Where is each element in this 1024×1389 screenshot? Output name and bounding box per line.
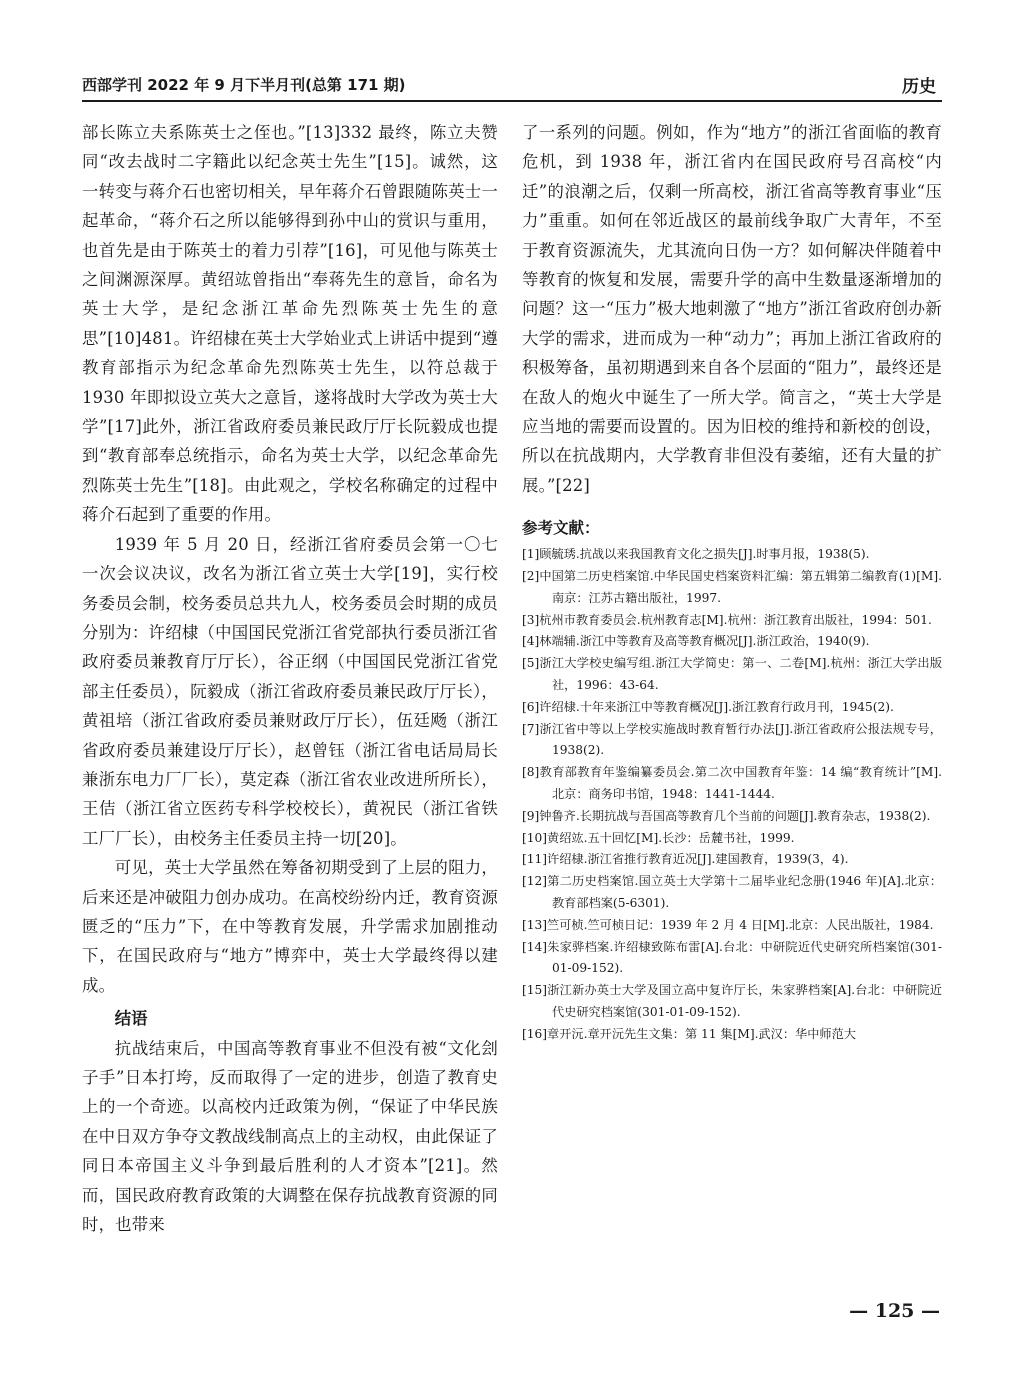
reference-item: [5]浙江大学校史编写组.浙江大学简史：第一、二卷[M].杭州：浙江大学出版社，1996：43-64. — [522, 656, 942, 693]
section-name: 历史 — [902, 77, 936, 97]
reference-list — [522, 544, 942, 1045]
reference-item: [1]顾毓琇.抗战以来我国教育文化之损失[J].时事月报，1938(5). — [522, 547, 870, 562]
reference-item: [16]章开沅.章开沅先生文集：第 11 集[M].武汉：华中师范大 — [522, 1026, 856, 1041]
reference-item: [4]林端辅.浙江中等教育及高等教育概况[J].浙江政治，1940(9). — [522, 634, 870, 649]
journal-title: 西部学刊 2022 年 9 月下半月刊(总第 171 期) — [82, 76, 406, 94]
reference-item: [11]许绍棣.浙江省推行教育近况[J].建国教育，1939(3，4). — [522, 852, 849, 867]
reference-item: [9]钟鲁齐.长期抗战与吾国高等教育几个当前的问题[J].教育杂志，1938(2). — [522, 808, 931, 823]
reference-item: [7]浙江省中等以上学校实施战时教育暂行办法[J].浙江省政府公报法规专号，1938(2). — [522, 721, 942, 758]
reference-item: [14]朱家骅档案.许绍棣致陈布雷[A].台北：中研院近代史研究所档案馆(301-01-09-152). — [522, 939, 942, 976]
body-paragraph: 部长陈立夫系陈英士之侄也。”[13]332 最终，陈立夫赞同“改去战时二字籍此以纪念英士先生”[15]。诚然，这一转变与蒋介石也密切相关，早年蒋介石曾跟随陈英士一起革命，“蒋介石之所以能够得到孙中山的赏识与重用，也首先是由于陈英士的着力引荐”[16]，可见他与陈英士之间渊源深厚。黄绍竑曾指出“奉蒋先生的意旨，命名为英士大学，是纪念浙江革命先烈陈英士先生的意思”[10]481。许绍棣在英士大学始业式上讲话中提到“遵教育部指示为纪念革命先烈陈英士先生，以符总裁于 1930 年即拟设立英大之意旨，遂将战时大学改为英士大学”[17]此外，浙江省政府委员兼民政厅厅长阮毅成也提到“教育部奉总统指示，命名为英士大学，以纪念革命先烈陈英士先生”[18]。由此观之，学校名称确定的过程中蒋介石起到了重要的作用。 — [82, 123, 498, 525]
reference-item: [12]第二历史档案馆.国立英士大学第十二届毕业纪念册(1946 年)[A].北京：教育部档案(5-6301). — [522, 874, 942, 911]
reference-item: [13]竺可桢.竺可桢日记：1939 年 2 月 4 日[M].北京：人民出版社，1984. — [522, 917, 934, 932]
body-paragraph: 了一系列的问题。例如，作为“地方”的浙江省面临的教育危机，到 1938 年，浙江省内在国民政府号召高校“内迁”的浪潮之后，仅剩一所高校，浙江省高等教育事业“压力”重重。如何在邻近战区的最前线争取广大青年，不至于教育资源流失，尤其流向日伪一方？如何解决伴随着中等教育的恢复和发展，需要升学的高中生数量逐渐增加的问题？这一“压力”极大地刺激了“地方”浙江省政府创办新大学的需求，进而成为一种“动力”；再加上浙江省政府的积极筹备，虽初期遇到来自各个层面的“阻力”，最终还是在敌人的炮火中诞生了一所大学。简言之，“英士大学是应当地的需要而设置的。因为旧校的维持和新校的创设，所以在抗战期内，大学教育非但没有萎缩，还有大量的扩展。”[22] — [522, 123, 942, 495]
reference-item: [6]许绍棣.十年来浙江中等教育概况[J].浙江教育行政月刊，1945(2). — [522, 699, 894, 714]
body-paragraph: 1939 年 5 月 20 日，经浙江省府委员会第一〇七一次会议决议，改名为浙江省立英士大学[19]，实行校务委员会制，校务委员总共九人，校务委员会时期的成员分别为：许绍棣（中国国民党浙江省党部执行委员浙江省政府委员兼教育厅厅长），谷正纲（中国国民党浙江省党部主任委员），阮毅成（浙江省政府委员兼民政厅厅长），黄祖培（浙江省政府委员兼财政厅厅长），伍廷飏（浙江省政府委员兼建设厅厅长），赵曾钰（浙江省电话局局长兼浙东电力厂厂长），莫定森（浙江省农业改进所所长），王佶（浙江省立医药专科学校校长），黄祝民（浙江省铁工厂厂长），由校务主任委员主持一切[20]。 — [82, 534, 498, 848]
reference-item: [8]教育部教育年鉴编纂委员会.第二次中国教育年鉴：14 编“教育统计”[M].北京：商务印书馆，1948：1441-1444. — [522, 765, 942, 802]
references-title: 参考文献： — [522, 519, 600, 538]
right-column — [522, 118, 942, 1046]
page-number: — 125 — — [849, 1300, 940, 1322]
reference-item: [10]黄绍竑.五十回忆[M].长沙：岳麓书社，1999. — [522, 830, 795, 845]
section-heading: 结语 — [114, 1009, 148, 1029]
reference-item: [2]中国第二历史档案馆.中华民国史档案资料汇编：第五辑第二编教育(1)[M].南京：江苏古籍出版社，1997. — [522, 569, 942, 605]
reference-item: [3]杭州市教育委员会.杭州教育志[M].杭州：浙江教育出版社，1994：501. — [522, 612, 932, 627]
left-column — [82, 118, 498, 1239]
body-paragraph: 抗战结束后，中国高等教育事业不但没有被“文化刽子手”日本打垮，反而取得了一定的进步，创造了教育史上的一个奇迹。以高校内迁政策为例，“保证了中华民族在中日双方争夺文教战线制高点上的主动权，由此保证了同日本帝国主义斗争到最后胜利的人才资本”[21]。然而，国民政府教育政策的大调整在保存抗战教育资源的同时，也带来 — [82, 1038, 498, 1235]
running-header — [82, 70, 942, 102]
reference-item: [15]浙江新办英士大学及国立高中复许厅长，朱家骅档案[A].台北：中研院近代史研究档案馆(301-01-09-152). — [522, 983, 942, 1020]
body-paragraph: 可见，英士大学虽然在筹备初期受到了上层的阻力，后来还是冲破阻力创办成功。在高校纷纷内迁，教育资源匮乏的“压力”下，在中等教育发展，升学需求加剧推动下，在国民政府与“地方”博弈中，英士大学最终得以建成。 — [82, 858, 498, 995]
